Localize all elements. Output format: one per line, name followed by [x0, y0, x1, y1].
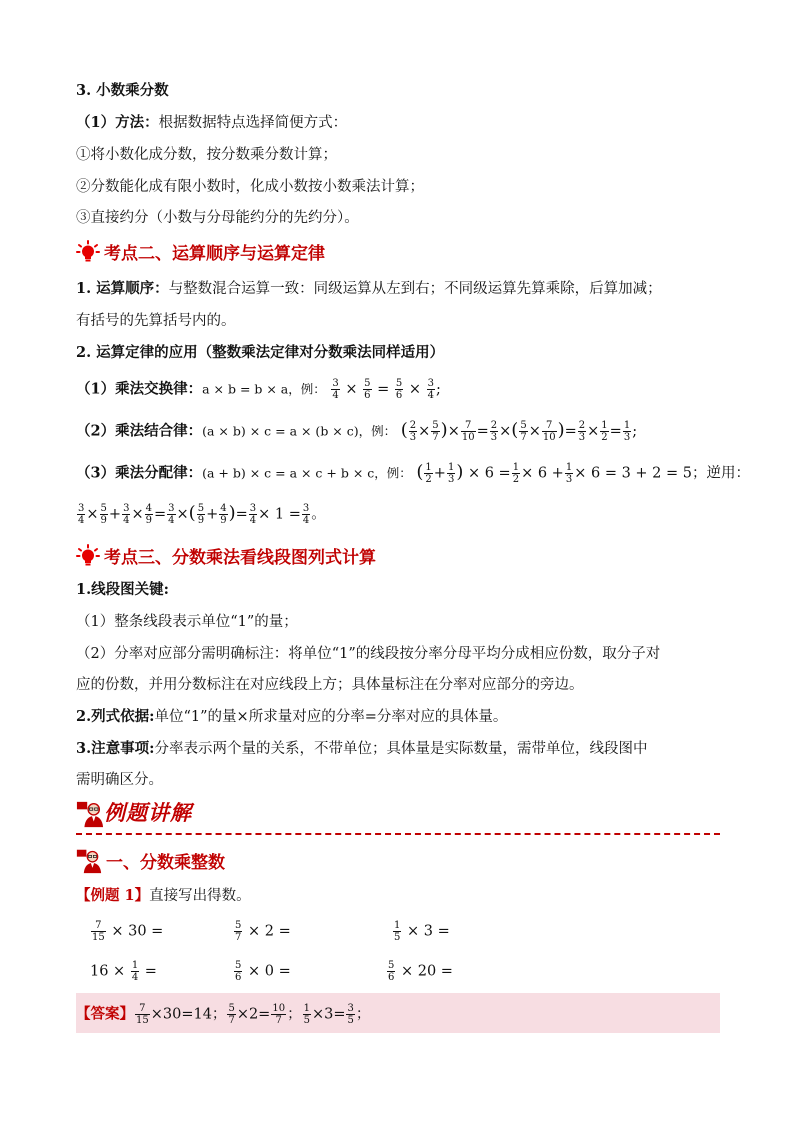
answer-sep: ；: [287, 1006, 302, 1023]
law-3-inverse: $\frac{3}{4}$ × $\frac{5}{9}$ + $\frac{3}{4}$ × $\frac{4}{9}$ = $\frac{3}{4}$ ×( $\frac{5}{9}$ + $\frac{4}{9}$ )= $\frac{3}{4}$ × 1 = $\frac{3}{4}$ 。: [78, 502, 326, 526]
method-line: [76, 113, 347, 133]
method-item-3: ③直接约分（小数与分母能约分的先约分）。: [76, 210, 359, 226]
law-3: （3）乘法分配律：(a + b) × c = a × c + b × c，例： ( $\frac{1}{2}$ + $\frac{1}{3}$ ) × 6 = $\frac{1}{2}$ × 6 + $\frac{1}{3}$ × 6 = 3 + 2 = 5；逆用：: [76, 461, 750, 485]
answer-end: ；: [355, 1006, 371, 1023]
question-3: $\frac{1}{5}$ × 3 =: [394, 920, 450, 943]
method-label: （1）方法：: [76, 114, 159, 131]
law2-label: （2）乘法结合律：: [76, 422, 203, 440]
law1-formula: a × b = b × a，例：: [202, 381, 326, 397]
law3-label: （3）乘法分配律：: [76, 464, 203, 482]
teacher-icon: [76, 848, 102, 874]
kp3-title-row: [76, 544, 376, 568]
sub-title: 一、分数乘整数: [106, 853, 225, 873]
lightbulb-icon: [76, 544, 100, 568]
answer-1: ×30=14；: [150, 1006, 227, 1023]
note-label: 3.注意事项:: [76, 740, 155, 757]
note-line-1: [76, 739, 648, 759]
example-1-label: 【例题 1】: [76, 887, 150, 904]
law-1: （1）乘法交换律：a × b = b × a，例： $\frac{3}{4}$ × $\frac{5}{6}$ = $\frac{5}{6}$ × $\frac{3}{4}$ ;: [76, 378, 441, 401]
law3-formula: (a + b) × c = a × c + b × c，例：: [202, 465, 412, 481]
note-line-2: 需明确区分。: [76, 772, 163, 788]
order-line-1: [76, 279, 662, 299]
example-1-line: [76, 886, 251, 906]
answer-line: 【答案】 $\frac{7}{15}$ ×30=14； $\frac{5}{7}$ ×2= $\frac{10}{7}$ ； $\frac{1}{5}$ ×3= $\frac{3}{5}$ ；: [76, 1003, 371, 1026]
key-item-2: （2）分率对应部分需明确标注：将单位“1”的线段按分率分母平均分成相应份数，取分子对: [76, 646, 661, 662]
law3-result: = 3 + 2 = 5: [604, 465, 692, 482]
question-1: $\frac{7}{15}$ × 30 =: [92, 920, 164, 943]
answer-label: 【答案】: [76, 1005, 134, 1023]
question-5: $\frac{5}{6}$ × 0 =: [235, 960, 291, 983]
law2-formula: (a × b) × c = a × (b × c)，例：: [202, 423, 397, 439]
kp2-title: 考点二、运算顺序与运算定律: [104, 244, 325, 264]
section-3-heading: 3. 小数乘分数: [76, 82, 169, 99]
method-text: 根据数据特点选择简便方式：: [158, 115, 348, 131]
answer-3: ×3=: [311, 1006, 346, 1023]
order-label: 1. 运算顺序：: [76, 280, 169, 297]
question-6: $\frac{5}{6}$ × 20 =: [388, 960, 453, 983]
basis-text: 单位“1”的量×所求量对应的分率=分率对应的具体量。: [154, 709, 508, 725]
law3-inverse-result: × 1 =: [258, 506, 301, 523]
kp3-title: 考点三、分数乘法看线段图列式计算: [104, 548, 376, 568]
line-diagram-key-label: 1.线段图关键:: [76, 581, 169, 598]
note-text-1: 分率表示两个量的关系，不带单位；具体量是实际数量，需带单位，线段图中: [154, 741, 648, 757]
law3-tail: ；逆用：: [691, 465, 750, 482]
order-text-1: 与整数混合运算一致：同级运算从左到右；不同级运算先算乘除，后算加减；: [168, 281, 662, 297]
basis-line: [76, 707, 507, 727]
key-item-3: 应的份数，并用分数标注在对应线段上方；具体量标注在分率对应部分的旁边。: [76, 677, 584, 693]
teacher-icon: [76, 800, 104, 828]
method-item-2: ②分数能化成有限小数时，化成小数按小数乘法计算；: [76, 179, 424, 195]
example-1-text: 直接写出得数。: [149, 888, 251, 904]
law-2: （2）乘法结合律：(a × b) × c = a × (b × c)，例： ( $\frac{2}{3}$ × $\frac{5}{7}$ )× $\frac{7}{10}$ = $\frac{2}{3}$ ×( $\frac{5}{7}$ × $\frac{7}{10}$ )= $\frac{2}{3}$ × $\frac{1}{2}$ = $\frac{1}{3}$ ;: [76, 419, 638, 443]
sub-title-row: [76, 848, 225, 874]
answer-2: ×2=: [236, 1006, 271, 1023]
kp2-title-row: [76, 240, 325, 264]
question-2: $\frac{5}{7}$ × 2 =: [235, 920, 291, 943]
method-item-1: ①将小数化成分数，按分数乘分数计算；: [76, 147, 337, 163]
basis-label: 2.列式依据:: [76, 708, 155, 725]
examples-banner-title: 例题讲解: [104, 800, 192, 825]
question-4: 16 × $\frac{1}{4}$ =: [90, 960, 157, 983]
law1-label: （1）乘法交换律：: [76, 380, 203, 398]
laws-heading: 2. 运算定律的应用（整数乘法定律对分数乘法同样适用）: [76, 344, 445, 361]
lightbulb-icon: [76, 240, 100, 264]
dashed-divider: [76, 833, 720, 835]
order-line-2: 有括号的先算括号内的。: [76, 313, 236, 329]
key-item-1: （1）整条线段表示单位“1”的量；: [76, 614, 298, 630]
